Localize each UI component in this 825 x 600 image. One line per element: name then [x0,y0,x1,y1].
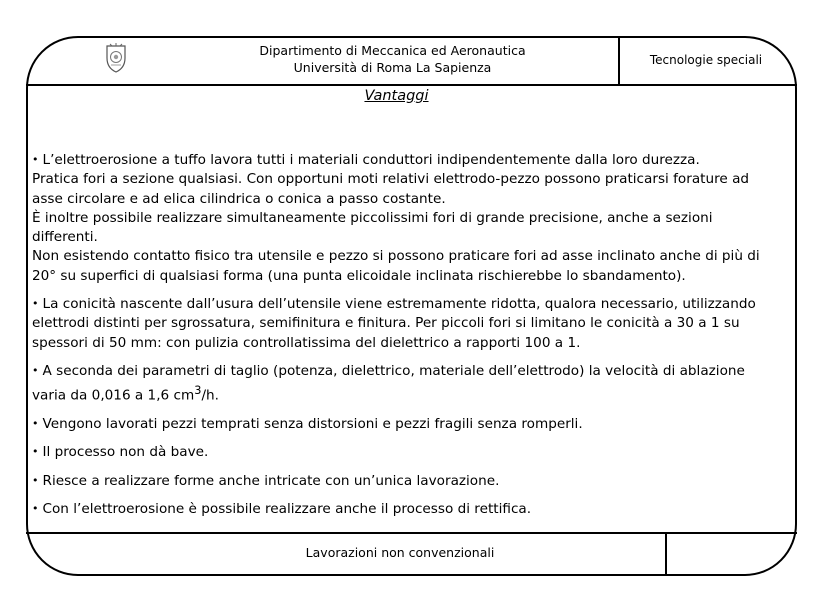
text-line: spessori di 50 mm: con pulizia controllatissima del dielettrico a rapporti 100 a 1. [32,334,581,351]
footer-vertical-divider [665,534,667,576]
text-line: • Vengono lavorati pezzi temprati senza distorsioni e pezzi fragili senza romperli. [32,416,583,433]
slide-title: Vantaggi [364,88,429,104]
footer-label: Lavorazioni non convenzionali [305,545,495,560]
department-block [200,42,585,76]
text-line: • A seconda dei parametri di taglio (potenza, dielettrico, materiale dell’elettrodo) la velocità di ablazione [32,362,745,379]
department-name: Dipartimento di Meccanica ed Aeronautica [259,43,526,58]
course-name: Tecnologie speciali [649,53,763,67]
text-line: Non esistendo contatto fisico tra utensile e pezzo si possono praticare fori ad asse inclinato anche di più di [32,248,760,265]
content-body [32,150,792,527]
bullet-icon: • [32,153,39,166]
paragraph-4 [32,414,792,434]
bullet-icon: • [32,473,39,487]
superscript: 3 [194,383,202,398]
text-line: • Riesce a realizzare forme anche intricate con un’unica lavorazione. [32,472,500,489]
footer-divider [26,532,797,534]
text-line: asse circolare e ad elica cilindrica o conica a passo costante. [32,190,446,207]
text-line: differenti. [32,229,98,246]
bullet-icon: • [32,417,39,431]
text-line: 20° su superfici di qualsiasi forma (una punta elicoidale inclinata rischierebbe lo sbandamento). [32,267,686,284]
bullet-icon: • [32,445,39,459]
bullet-icon: • [32,363,39,377]
paragraph-2 [32,294,792,353]
text-line: • La conicità nascente dall’usura dell’utensile viene estremamente ridotta, qualora necessario, utilizzando [32,296,756,313]
text-line: elettrodi distinti per sgrossatura, semifinitura e finitura. Per piccoli fori si limitano le conicità a 30 a 1 su [32,315,740,332]
bullet-icon: • [32,501,39,515]
header-divider [26,84,797,86]
text-line: • Il processo non dà bave. [32,444,209,461]
paragraph-1 [32,150,792,286]
university-seal-icon [104,42,128,74]
paragraph-3 [32,361,792,406]
text-line: varia da 0,016 a 1,6 $cm^3/h$. [32,383,219,404]
text-line: Pratica fori a sezione qualsiasi. Con opportuni moti relativi elettrodo-pezzo possono praticarsi forature ad [32,171,750,188]
paragraph-5 [32,442,792,462]
university-name: Università di Roma La Sapienza [293,60,492,75]
bullet-icon: • [32,297,39,311]
text-line: • Con l’elettroerosione è possibile realizzare anche il processo di rettifica. [32,500,532,517]
paragraph-7 [32,499,792,519]
paragraph-6 [32,471,792,491]
text-line: È inoltre possibile realizzare simultaneamente piccolissimi fori di grande precisione, anche a sezioni [32,209,713,226]
header-vertical-divider [618,37,620,84]
text-line: • L’elettroerosione a tuffo lavora tutti i materiali conduttori indipendentemente dalla loro durezza. [32,152,700,168]
